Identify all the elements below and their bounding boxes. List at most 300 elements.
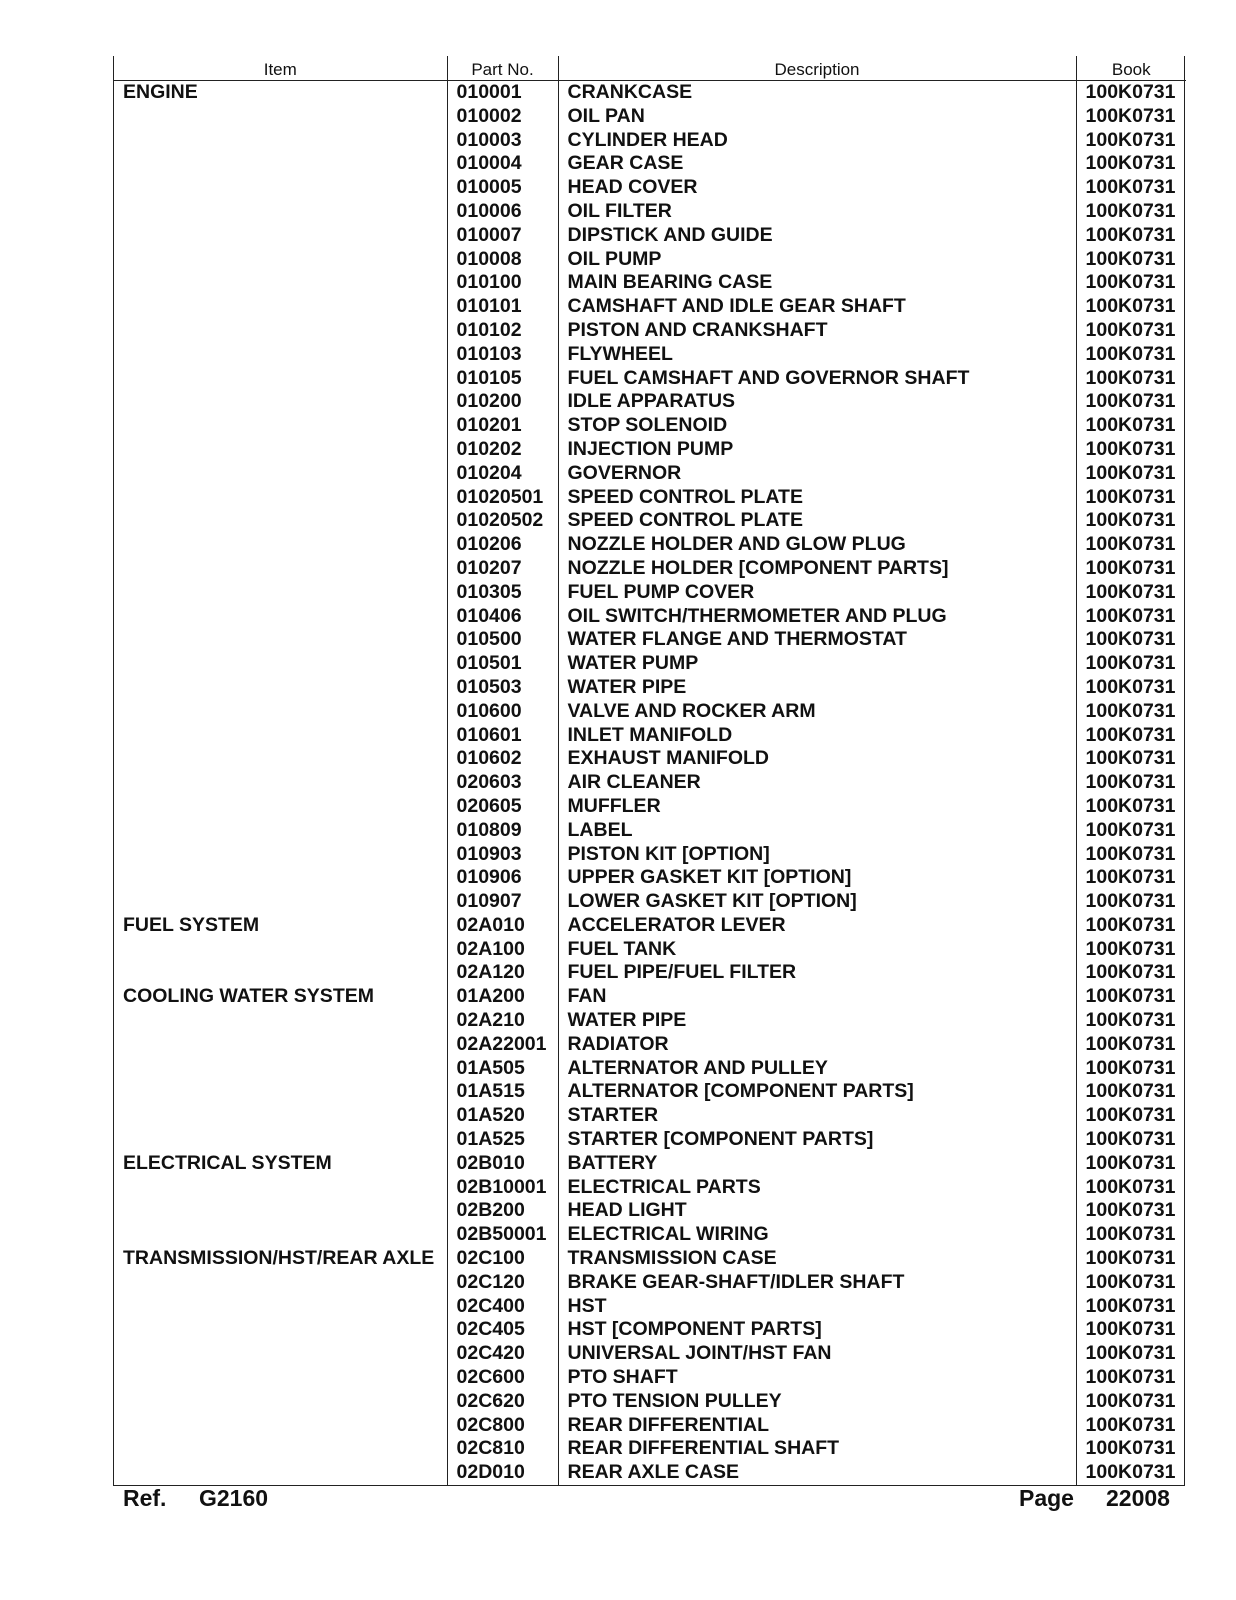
cell-part-no: 010102 xyxy=(447,319,558,343)
table-row xyxy=(114,105,1186,129)
cell-description: HST xyxy=(558,1295,1076,1319)
table-row xyxy=(114,961,1186,985)
cell-description: WATER PIPE xyxy=(558,676,1076,700)
cell-book: 100K0731 xyxy=(1076,1366,1186,1390)
cell-book: 100K0731 xyxy=(1076,129,1186,153)
cell-part-no: 010207 xyxy=(447,557,558,581)
cell-item xyxy=(114,343,447,367)
cell-book: 100K0731 xyxy=(1076,1057,1186,1081)
cell-item xyxy=(114,890,447,914)
cell-description: MUFFLER xyxy=(558,795,1076,819)
cell-description: OIL PUMP xyxy=(558,248,1076,272)
cell-part-no: 010202 xyxy=(447,438,558,462)
cell-description: STARTER [COMPONENT PARTS] xyxy=(558,1128,1076,1152)
cell-book: 100K0731 xyxy=(1076,319,1186,343)
cell-book: 100K0731 xyxy=(1076,581,1186,605)
table-row xyxy=(114,1128,1186,1152)
cell-book: 100K0731 xyxy=(1076,509,1186,533)
cell-part-no: 02B50001 xyxy=(447,1223,558,1247)
cell-book: 100K0731 xyxy=(1076,1009,1186,1033)
cell-part-no: 010008 xyxy=(447,248,558,272)
cell-part-no: 02B200 xyxy=(447,1199,558,1223)
cell-description: NOZZLE HOLDER AND GLOW PLUG xyxy=(558,533,1076,557)
cell-item xyxy=(114,1342,447,1366)
cell-part-no: 01020501 xyxy=(447,486,558,510)
table-row xyxy=(114,795,1186,819)
cell-book: 100K0731 xyxy=(1076,462,1186,486)
cell-description: LABEL xyxy=(558,819,1076,843)
cell-item xyxy=(114,628,447,652)
table-row xyxy=(114,724,1186,748)
cell-part-no: 010001 xyxy=(447,81,558,105)
cell-book: 100K0731 xyxy=(1076,1414,1186,1438)
cell-part-no: 010200 xyxy=(447,390,558,414)
cell-item xyxy=(114,129,447,153)
cell-description: EXHAUST MANIFOLD xyxy=(558,747,1076,771)
table-row xyxy=(114,390,1186,414)
cell-book: 100K0731 xyxy=(1076,795,1186,819)
cell-part-no: 01A520 xyxy=(447,1104,558,1128)
table-row xyxy=(114,438,1186,462)
parts-index-table xyxy=(114,56,1186,1485)
table-row xyxy=(114,1271,1186,1295)
cell-part-no: 02A100 xyxy=(447,938,558,962)
cell-book: 100K0731 xyxy=(1076,81,1186,105)
cell-description: STOP SOLENOID xyxy=(558,414,1076,438)
cell-book: 100K0731 xyxy=(1076,176,1186,200)
table-row xyxy=(114,581,1186,605)
cell-description: UNIVERSAL JOINT/HST FAN xyxy=(558,1342,1076,1366)
cell-description: OIL FILTER xyxy=(558,200,1076,224)
cell-item xyxy=(114,795,447,819)
cell-part-no: 02C620 xyxy=(447,1390,558,1414)
cell-description: WATER FLANGE AND THERMOSTAT xyxy=(558,628,1076,652)
table-row xyxy=(114,414,1186,438)
cell-item xyxy=(114,248,447,272)
cell-description: WATER PUMP xyxy=(558,652,1076,676)
cell-part-no: 02C800 xyxy=(447,1414,558,1438)
cell-book: 100K0731 xyxy=(1076,438,1186,462)
table-row xyxy=(114,1223,1186,1247)
cell-book: 100K0731 xyxy=(1076,1461,1186,1485)
cell-part-no: 010007 xyxy=(447,224,558,248)
cell-book: 100K0731 xyxy=(1076,700,1186,724)
cell-description: INJECTION PUMP xyxy=(558,438,1076,462)
cell-part-no: 02A120 xyxy=(447,961,558,985)
cell-description: UPPER GASKET KIT [OPTION] xyxy=(558,866,1076,890)
cell-item xyxy=(114,747,447,771)
cell-part-no: 010903 xyxy=(447,843,558,867)
cell-item xyxy=(114,486,447,510)
table-row xyxy=(114,1176,1186,1200)
cell-item xyxy=(114,1057,447,1081)
cell-book: 100K0731 xyxy=(1076,367,1186,391)
table-row xyxy=(114,462,1186,486)
cell-item: TRANSMISSION/HST/REAR AXLE xyxy=(123,1247,435,1270)
cell-description: SPEED CONTROL PLATE xyxy=(558,509,1076,533)
table-row xyxy=(114,1414,1186,1438)
table-row xyxy=(114,367,1186,391)
cell-part-no: 02D010 xyxy=(447,1461,558,1485)
cell-item xyxy=(114,319,447,343)
cell-item xyxy=(114,1461,447,1485)
table-row xyxy=(114,676,1186,700)
table-header-row xyxy=(114,56,1186,81)
cell-part-no: 010602 xyxy=(447,747,558,771)
table-row xyxy=(114,914,1186,938)
cell-description: NOZZLE HOLDER [COMPONENT PARTS] xyxy=(558,557,1076,581)
cell-book: 100K0731 xyxy=(1076,676,1186,700)
cell-item xyxy=(114,533,447,557)
cell-item xyxy=(114,1295,447,1319)
table-row xyxy=(114,700,1186,724)
cell-description: RADIATOR xyxy=(558,1033,1076,1057)
cell-item xyxy=(114,938,447,962)
cell-book: 100K0731 xyxy=(1076,1271,1186,1295)
table-row xyxy=(114,1437,1186,1461)
cell-book: 100K0731 xyxy=(1076,890,1186,914)
cell-item xyxy=(114,557,447,581)
cell-book: 100K0731 xyxy=(1076,343,1186,367)
cell-item xyxy=(114,1199,447,1223)
cell-part-no: 01A515 xyxy=(447,1080,558,1104)
parts-index-table-frame xyxy=(113,56,1185,1486)
cell-description: BRAKE GEAR-SHAFT/IDLER SHAFT xyxy=(558,1271,1076,1295)
cell-book: 100K0731 xyxy=(1076,248,1186,272)
cell-part-no: 02C810 xyxy=(447,1437,558,1461)
cell-part-no: 02C100 xyxy=(447,1247,558,1271)
cell-description: PISTON KIT [OPTION] xyxy=(558,843,1076,867)
cell-item xyxy=(114,390,447,414)
cell-part-no: 010501 xyxy=(447,652,558,676)
cell-item xyxy=(114,771,447,795)
cell-description: LOWER GASKET KIT [OPTION] xyxy=(558,890,1076,914)
cell-item xyxy=(114,224,447,248)
cell-book: 100K0731 xyxy=(1076,1152,1186,1176)
cell-book: 100K0731 xyxy=(1076,1199,1186,1223)
cell-item xyxy=(114,843,447,867)
cell-item xyxy=(114,1080,447,1104)
cell-part-no: 010500 xyxy=(447,628,558,652)
cell-description: CAMSHAFT AND IDLE GEAR SHAFT xyxy=(558,295,1076,319)
cell-book: 100K0731 xyxy=(1076,843,1186,867)
cell-part-no: 02C405 xyxy=(447,1318,558,1342)
cell-description: PISTON AND CRANKSHAFT xyxy=(558,319,1076,343)
cell-book: 100K0731 xyxy=(1076,1247,1186,1271)
cell-item xyxy=(114,295,447,319)
cell-item xyxy=(114,605,447,629)
cell-description: FAN xyxy=(558,985,1076,1009)
cell-description: CYLINDER HEAD xyxy=(558,129,1076,153)
cell-description: REAR DIFFERENTIAL SHAFT xyxy=(558,1437,1076,1461)
table-row xyxy=(114,152,1186,176)
cell-book: 100K0731 xyxy=(1076,866,1186,890)
table-row xyxy=(114,176,1186,200)
cell-book: 100K0731 xyxy=(1076,771,1186,795)
cell-part-no: 02A22001 xyxy=(447,1033,558,1057)
ref-value: G2160 xyxy=(199,1485,269,1511)
cell-part-no: 010101 xyxy=(447,295,558,319)
cell-item xyxy=(114,367,447,391)
table-row xyxy=(114,747,1186,771)
cell-part-no: 010002 xyxy=(447,105,558,129)
cell-book: 100K0731 xyxy=(1076,961,1186,985)
cell-book: 100K0731 xyxy=(1076,533,1186,557)
cell-book: 100K0731 xyxy=(1076,1223,1186,1247)
cell-description: FLYWHEEL xyxy=(558,343,1076,367)
cell-description: ALTERNATOR [COMPONENT PARTS] xyxy=(558,1080,1076,1104)
cell-part-no: 02B10001 xyxy=(447,1176,558,1200)
cell-item xyxy=(114,1009,447,1033)
cell-book: 100K0731 xyxy=(1076,557,1186,581)
table-row xyxy=(114,1152,1186,1176)
cell-item xyxy=(114,1390,447,1414)
cell-part-no: 01A505 xyxy=(447,1057,558,1081)
cell-description: PTO TENSION PULLEY xyxy=(558,1390,1076,1414)
cell-part-no: 02A210 xyxy=(447,1009,558,1033)
cell-part-no: 010907 xyxy=(447,890,558,914)
cell-book: 100K0731 xyxy=(1076,747,1186,771)
cell-item: ELECTRICAL SYSTEM xyxy=(123,1151,332,1174)
cell-book: 100K0731 xyxy=(1076,390,1186,414)
cell-description: OIL PAN xyxy=(558,105,1076,129)
cell-part-no: 010906 xyxy=(447,866,558,890)
table-body xyxy=(114,81,1186,1486)
table-row xyxy=(114,248,1186,272)
cell-book: 100K0731 xyxy=(1076,200,1186,224)
cell-part-no: 01020502 xyxy=(447,509,558,533)
column-header-book: Book xyxy=(1076,56,1186,81)
cell-description: REAR AXLE CASE xyxy=(558,1461,1076,1485)
cell-book: 100K0731 xyxy=(1076,1437,1186,1461)
cell-description: HST [COMPONENT PARTS] xyxy=(558,1318,1076,1342)
cell-book: 100K0731 xyxy=(1076,1033,1186,1057)
table-row xyxy=(114,843,1186,867)
cell-part-no: 020605 xyxy=(447,795,558,819)
cell-item xyxy=(114,1176,447,1200)
table-row xyxy=(114,771,1186,795)
table-row xyxy=(114,1247,1186,1271)
cell-item xyxy=(114,866,447,890)
table-row xyxy=(114,890,1186,914)
cell-description: FUEL TANK xyxy=(558,938,1076,962)
cell-description: ACCELERATOR LEVER xyxy=(558,914,1076,938)
cell-book: 100K0731 xyxy=(1076,628,1186,652)
table-row xyxy=(114,1342,1186,1366)
cell-book: 100K0731 xyxy=(1076,724,1186,748)
cell-item xyxy=(114,1271,447,1295)
cell-part-no: 010305 xyxy=(447,581,558,605)
cell-description: VALVE AND ROCKER ARM xyxy=(558,700,1076,724)
cell-description: ALTERNATOR AND PULLEY xyxy=(558,1057,1076,1081)
cell-book: 100K0731 xyxy=(1076,271,1186,295)
table-row xyxy=(114,343,1186,367)
cell-book: 100K0731 xyxy=(1076,224,1186,248)
table-row xyxy=(114,985,1186,1009)
cell-part-no: 010003 xyxy=(447,129,558,153)
cell-part-no: 010206 xyxy=(447,533,558,557)
cell-item xyxy=(114,462,447,486)
cell-part-no: 010005 xyxy=(447,176,558,200)
cell-part-no: 02C400 xyxy=(447,1295,558,1319)
cell-description: FUEL CAMSHAFT AND GOVERNOR SHAFT xyxy=(558,367,1076,391)
cell-item xyxy=(114,1437,447,1461)
cell-item xyxy=(114,1318,447,1342)
cell-part-no: 02C420 xyxy=(447,1342,558,1366)
table-row xyxy=(114,1104,1186,1128)
page-number: 22008 xyxy=(1106,1485,1170,1511)
page-footer xyxy=(113,1485,1173,1515)
cell-part-no: 02C120 xyxy=(447,1271,558,1295)
cell-item xyxy=(114,1414,447,1438)
cell-description: SPEED CONTROL PLATE xyxy=(558,486,1076,510)
cell-book: 100K0731 xyxy=(1076,295,1186,319)
table-row xyxy=(114,224,1186,248)
cell-part-no: 02B010 xyxy=(447,1152,558,1176)
cell-description: BATTERY xyxy=(558,1152,1076,1176)
column-header-item: Item xyxy=(114,56,447,81)
cell-book: 100K0731 xyxy=(1076,1128,1186,1152)
cell-item xyxy=(114,271,447,295)
cell-part-no: 010100 xyxy=(447,271,558,295)
column-header-description: Description xyxy=(558,56,1076,81)
cell-book: 100K0731 xyxy=(1076,605,1186,629)
page-label: Page xyxy=(1019,1485,1074,1511)
table-row xyxy=(114,557,1186,581)
cell-item xyxy=(114,961,447,985)
cell-description: GEAR CASE xyxy=(558,152,1076,176)
cell-description: ELECTRICAL PARTS xyxy=(558,1176,1076,1200)
table-row xyxy=(114,200,1186,224)
cell-item xyxy=(114,200,447,224)
cell-description: TRANSMISSION CASE xyxy=(558,1247,1076,1271)
cell-part-no: 010006 xyxy=(447,200,558,224)
table-row xyxy=(114,509,1186,533)
cell-item xyxy=(114,152,447,176)
cell-part-no: 010601 xyxy=(447,724,558,748)
cell-book: 100K0731 xyxy=(1076,414,1186,438)
cell-book: 100K0731 xyxy=(1076,1080,1186,1104)
cell-item xyxy=(114,1223,447,1247)
table-row xyxy=(114,295,1186,319)
cell-book: 100K0731 xyxy=(1076,985,1186,1009)
cell-book: 100K0731 xyxy=(1076,1318,1186,1342)
cell-description: CRANKCASE xyxy=(558,81,1076,105)
cell-part-no: 010103 xyxy=(447,343,558,367)
cell-description: GOVERNOR xyxy=(558,462,1076,486)
cell-part-no: 02C600 xyxy=(447,1366,558,1390)
cell-item: FUEL SYSTEM xyxy=(123,913,260,936)
table-row xyxy=(114,652,1186,676)
cell-book: 100K0731 xyxy=(1076,819,1186,843)
cell-description: ELECTRICAL WIRING xyxy=(558,1223,1076,1247)
ref-label: Ref. xyxy=(123,1485,167,1511)
cell-part-no: 02A010 xyxy=(447,914,558,938)
table-row xyxy=(114,129,1186,153)
table-row xyxy=(114,319,1186,343)
cell-part-no: 010406 xyxy=(447,605,558,629)
table-row xyxy=(114,533,1186,557)
cell-description: FUEL PUMP COVER xyxy=(558,581,1076,605)
cell-book: 100K0731 xyxy=(1076,105,1186,129)
cell-book: 100K0731 xyxy=(1076,1176,1186,1200)
cell-description: DIPSTICK AND GUIDE xyxy=(558,224,1076,248)
cell-part-no: 01A200 xyxy=(447,985,558,1009)
cell-description: REAR DIFFERENTIAL xyxy=(558,1414,1076,1438)
table-row xyxy=(114,866,1186,890)
cell-description: WATER PIPE xyxy=(558,1009,1076,1033)
table-row xyxy=(114,628,1186,652)
table-row xyxy=(114,1009,1186,1033)
cell-part-no: 010809 xyxy=(447,819,558,843)
table-row xyxy=(114,486,1186,510)
table-row xyxy=(114,605,1186,629)
table-row xyxy=(114,1461,1186,1485)
cell-item xyxy=(114,414,447,438)
cell-item xyxy=(114,438,447,462)
cell-part-no: 010004 xyxy=(447,152,558,176)
cell-item xyxy=(114,581,447,605)
cell-description: FUEL PIPE/FUEL FILTER xyxy=(558,961,1076,985)
cell-part-no: 010204 xyxy=(447,462,558,486)
table-row xyxy=(114,1366,1186,1390)
cell-description: MAIN BEARING CASE xyxy=(558,271,1076,295)
table-row xyxy=(114,81,1186,105)
table-row xyxy=(114,1318,1186,1342)
table-row xyxy=(114,1390,1186,1414)
cell-description: INLET MANIFOLD xyxy=(558,724,1076,748)
cell-description: PTO SHAFT xyxy=(558,1366,1076,1390)
table-row xyxy=(114,819,1186,843)
cell-item xyxy=(114,676,447,700)
table-row xyxy=(114,1033,1186,1057)
table-row xyxy=(114,1080,1186,1104)
cell-description: HEAD COVER xyxy=(558,176,1076,200)
cell-item: ENGINE xyxy=(123,81,198,103)
cell-part-no: 010503 xyxy=(447,676,558,700)
cell-item: COOLING WATER SYSTEM xyxy=(123,985,374,1008)
cell-item xyxy=(114,105,447,129)
table-row xyxy=(114,1295,1186,1319)
cell-book: 100K0731 xyxy=(1076,1295,1186,1319)
cell-item xyxy=(114,176,447,200)
cell-item xyxy=(114,1128,447,1152)
cell-description: STARTER xyxy=(558,1104,1076,1128)
cell-part-no: 010600 xyxy=(447,700,558,724)
cell-item xyxy=(114,509,447,533)
cell-part-no: 010105 xyxy=(447,367,558,391)
cell-item xyxy=(114,1033,447,1057)
cell-book: 100K0731 xyxy=(1076,1342,1186,1366)
cell-book: 100K0731 xyxy=(1076,914,1186,938)
table-row xyxy=(114,271,1186,295)
cell-description: IDLE APPARATUS xyxy=(558,390,1076,414)
cell-description: HEAD LIGHT xyxy=(558,1199,1076,1223)
table-row xyxy=(114,1057,1186,1081)
cell-book: 100K0731 xyxy=(1076,152,1186,176)
cell-book: 100K0731 xyxy=(1076,1390,1186,1414)
cell-item xyxy=(114,652,447,676)
cell-item xyxy=(114,1366,447,1390)
cell-book: 100K0731 xyxy=(1076,938,1186,962)
table-row xyxy=(114,938,1186,962)
cell-book: 100K0731 xyxy=(1076,486,1186,510)
column-header-part-no: Part No. xyxy=(447,56,558,81)
cell-part-no: 010201 xyxy=(447,414,558,438)
cell-book: 100K0731 xyxy=(1076,1104,1186,1128)
cell-book: 100K0731 xyxy=(1076,652,1186,676)
cell-item xyxy=(114,700,447,724)
